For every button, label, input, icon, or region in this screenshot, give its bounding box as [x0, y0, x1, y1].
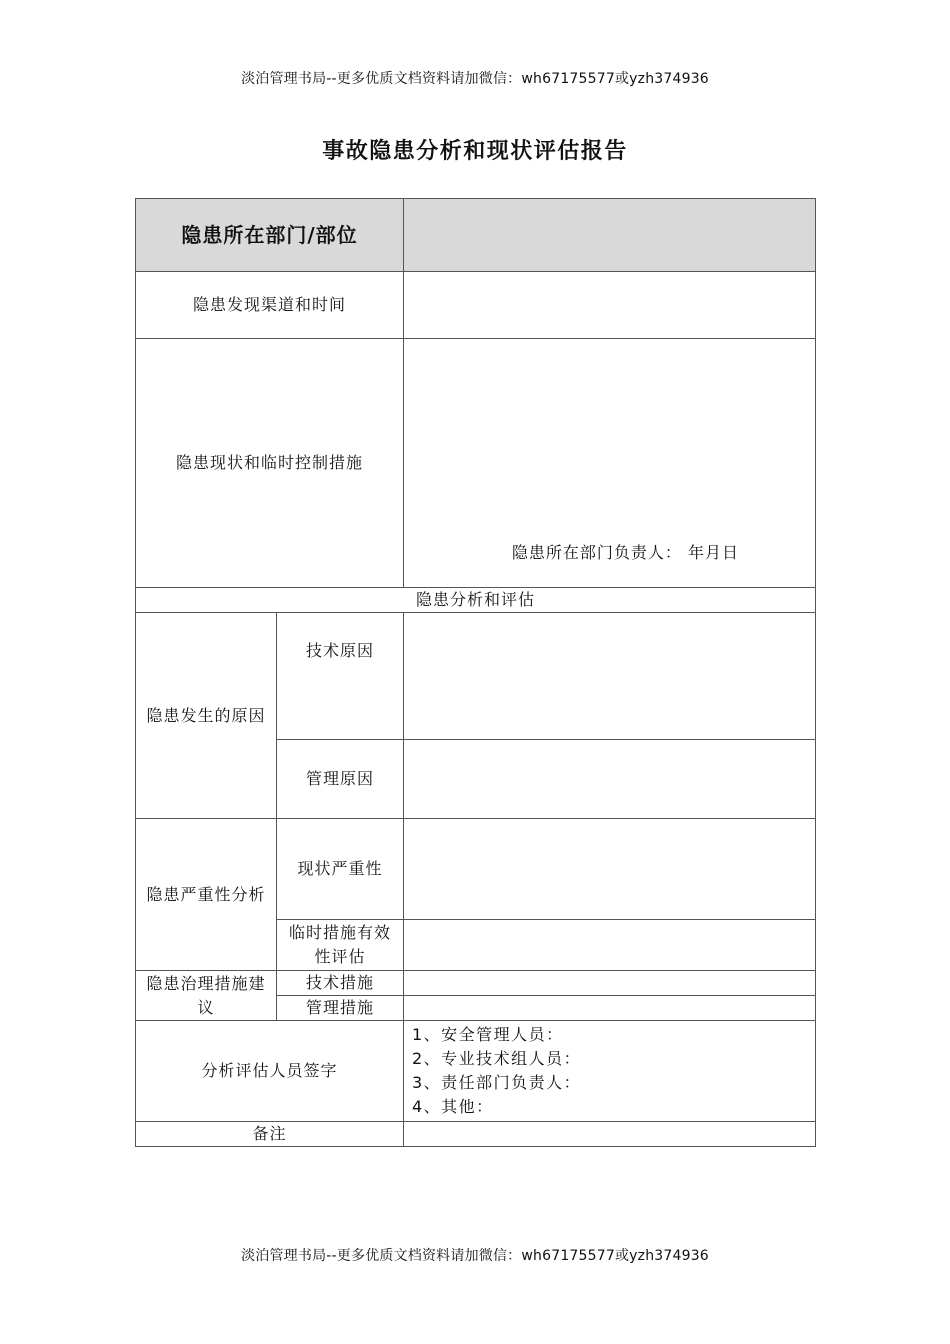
severity-label: 隐患严重性分析 [136, 819, 277, 971]
row-department [136, 199, 816, 272]
signer-line: 2、专业技术组人员： [412, 1049, 582, 1068]
temp-effect-value[interactable] [404, 920, 816, 971]
status-label: 隐患现状和临时控制措施 [136, 339, 404, 588]
row-remarks [136, 1122, 816, 1147]
cause-label: 隐患发生的原因 [136, 613, 277, 819]
discovery-label: 隐患发现渠道和时间 [136, 272, 404, 339]
department-label: 隐患所在部门/部位 [136, 199, 404, 272]
tech-cause-label: 技术原因 [277, 613, 404, 740]
signers-cell[interactable] [404, 1021, 816, 1122]
signers-list [408, 1023, 811, 1119]
document-title: 事故隐患分析和现状评估报告 [322, 139, 628, 164]
current-severity-label: 现状严重性 [277, 819, 404, 920]
row-tech-cause [136, 613, 816, 740]
status-value-cell[interactable] [404, 339, 816, 588]
discovery-value[interactable] [404, 272, 816, 339]
status-signature-line: 隐患所在部门负责人： 年月日 [511, 543, 739, 562]
suggestion-label: 隐患治理措施建议 [136, 971, 277, 1021]
department-value[interactable] [404, 199, 816, 272]
remarks-value[interactable] [404, 1122, 816, 1147]
mgmt-measure-label: 管理措施 [277, 996, 404, 1021]
mgmt-measure-value[interactable] [404, 996, 816, 1021]
tech-cause-value[interactable] [404, 613, 816, 740]
remarks-label: 备注 [136, 1122, 404, 1147]
tech-measure-label: 技术措施 [277, 971, 404, 996]
signers-label: 分析评估人员签字 [136, 1021, 404, 1122]
page-header: 淡泊管理书局--更多优质文档资料请加微信：wh67175577或yzh374936 [241, 71, 709, 87]
temp-effect-label: 临时措施有效性评估 [277, 920, 404, 971]
report-table [135, 198, 816, 1147]
mgmt-cause-label: 管理原因 [277, 740, 404, 819]
row-section-title [136, 588, 816, 613]
section-title: 隐患分析和评估 [136, 588, 816, 613]
signer-line: 3、责任部门负责人： [412, 1073, 582, 1092]
mgmt-cause-value[interactable] [404, 740, 816, 819]
row-status [136, 339, 816, 588]
page-footer: 淡泊管理书局--更多优质文档资料请加微信：wh67175577或yzh374936 [241, 1248, 709, 1264]
row-tech-measure [136, 971, 816, 996]
row-discovery [136, 272, 816, 339]
signer-line: 4、其他： [412, 1097, 494, 1116]
signer-line: 1、安全管理人员： [412, 1025, 564, 1044]
row-signers [136, 1021, 816, 1122]
current-severity-value[interactable] [404, 819, 816, 920]
tech-measure-value[interactable] [404, 971, 816, 996]
row-current-severity [136, 819, 816, 920]
